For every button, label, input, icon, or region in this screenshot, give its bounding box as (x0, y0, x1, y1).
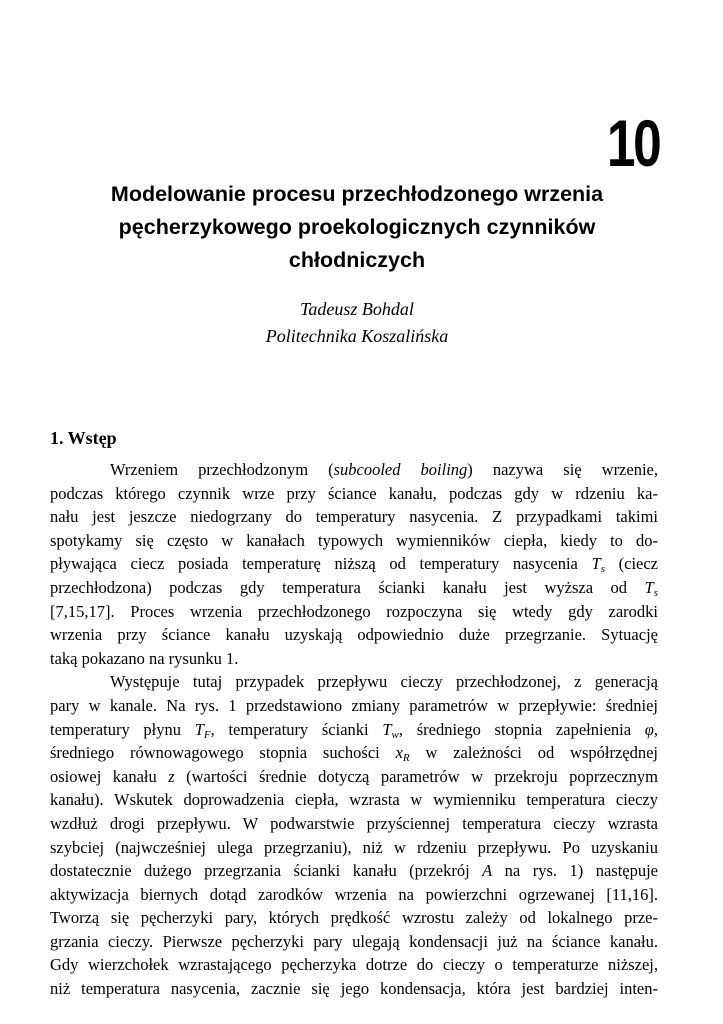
author-affiliation: Politechnika Koszalińska (265, 326, 449, 346)
text-line: szybciej (najwcześniej ulega przegrzaniu), niż w rdzeniu przepływu. Po uzyskaniu (50, 837, 658, 857)
text-line: wzdłuż drogi przepływu. W podwarstwie przyściennej temperatura cieczy wzrasta (50, 813, 658, 833)
text-line (50, 552, 658, 576)
text-span: średniego równowagowego stopnia suchości (50, 743, 396, 763)
text-line: pary w kanale. Na rys. 1 przedstawiono zmiany parametrów w przepływie: średniej (50, 695, 658, 715)
text-line: aktywizacja biernych dotąd zarodków wrzenia na powierzchni ogrzewanej [11,16]. (50, 884, 658, 904)
text-line: niż temperatura nasycenia, zacznie się jego kondensacja, która jest bardziej inten- (50, 979, 658, 999)
text-line (50, 670, 658, 694)
text-line: taką pokazano na rysunku 1. (50, 648, 239, 668)
text-line: Tworzą się pęcherzyki pary, których prędkość wzrostu zależy od lokalnego prze- (50, 908, 658, 928)
paragraph-2 (50, 670, 658, 1000)
text-span: ) nazywa się wrzenie, (467, 460, 658, 479)
section-heading: 1. Wstęp (50, 428, 117, 448)
text-span: , średniego stopnia zapełnienia (398, 719, 645, 739)
text-line: Gdy wierzchołek wzrastającego pęcherzyka dotrze do cieczy o temperaturze niższej, (50, 955, 658, 975)
text-span: w zależności od współrzędnej (409, 743, 658, 763)
math-subscript: w (391, 728, 399, 741)
author-name: Tadeusz Bohdal (300, 299, 414, 319)
math-symbol: φ (644, 719, 654, 739)
text-line (50, 859, 658, 883)
text-line: kanału). Wskutek doprowadzenia ciepła, wzrasta w wymienniku temperatura cieczy (50, 790, 658, 810)
text-line (50, 458, 658, 482)
text-span: na rys. 1) następuje (492, 861, 659, 881)
math-symbol: T (644, 577, 654, 597)
math-symbol: T (194, 719, 204, 739)
math-symbol: z (168, 766, 175, 786)
text-span: , (653, 719, 659, 739)
chapter-title-line: pęcherzykowego proekologicznych czynników (118, 215, 596, 239)
text-span: temperatury płynu (50, 719, 195, 739)
math-subscript: R (402, 752, 410, 765)
text-line: grzania cieczy. Pierwsze pęcherzyki pary ulegają kondensacji już na ściance kanału. (50, 931, 658, 951)
body-text (50, 458, 658, 1001)
text-line (50, 576, 658, 600)
math-symbol: A (482, 861, 493, 881)
math-subscript: s (600, 563, 605, 576)
text-span: Występuje tutaj przypadek przepływu cieczy przechłodzonej, z generacją (110, 672, 658, 692)
text-line: [7,15,17]. Proces wrzenia przechłodzonego rozpoczyna się wtedy gdy zarodki (50, 601, 658, 621)
chapter-title (52, 178, 662, 277)
math-symbol: T (382, 719, 392, 739)
text-span: pływająca ciecz posiada temperaturę niższą od temperatury nasycenia (50, 554, 592, 574)
text-line (50, 718, 658, 742)
text-line: wrzenia przy ściance kanału uzyskają odpowiednio duże przegrzanie. Sytuację (50, 625, 658, 645)
text-span: przechłodzona) podczas gdy temperatura ścianki kanału jest wyższa od (50, 577, 645, 597)
text-span: , temperatury ścianki (210, 719, 383, 739)
italic-term: subcooled boiling (333, 460, 468, 479)
text-span: dostatecznie dużego przegrzania ścianki kanału (przekrój (50, 861, 483, 881)
text-line: nału jest jeszcze niedogrzany do temperatury nasycenia. Z przypadkami takimi (50, 507, 658, 527)
math-symbol: T (591, 554, 601, 574)
text-line (50, 741, 658, 765)
text-span: Wrzeniem przechłodzonym ( (110, 460, 334, 479)
text-span: osiowej kanału (50, 766, 169, 786)
author-block (52, 296, 662, 350)
math-subscript: F (203, 728, 211, 741)
chapter-title-line: chłodniczych (288, 248, 426, 272)
text-line: podczas którego czynnik wrze przy ściance kanału, podczas gdy w rdzeniu ka- (50, 483, 658, 503)
chapter-number: 10 (606, 106, 659, 180)
math-symbol: x (395, 743, 403, 763)
text-span: (wartości średnie dotyczą parametrów w przekroju poprzecznym (174, 766, 658, 786)
text-line: spotykamy się często w kanałach typowych wymienników ciepła, kiedy to do- (50, 530, 658, 550)
chapter-title-line: Modelowanie procesu przechłodzonego wrzenia (110, 182, 604, 206)
text-span: (ciecz (604, 554, 658, 574)
paragraph-1 (50, 458, 658, 670)
text-line (50, 765, 658, 789)
math-subscript: s (653, 586, 658, 599)
